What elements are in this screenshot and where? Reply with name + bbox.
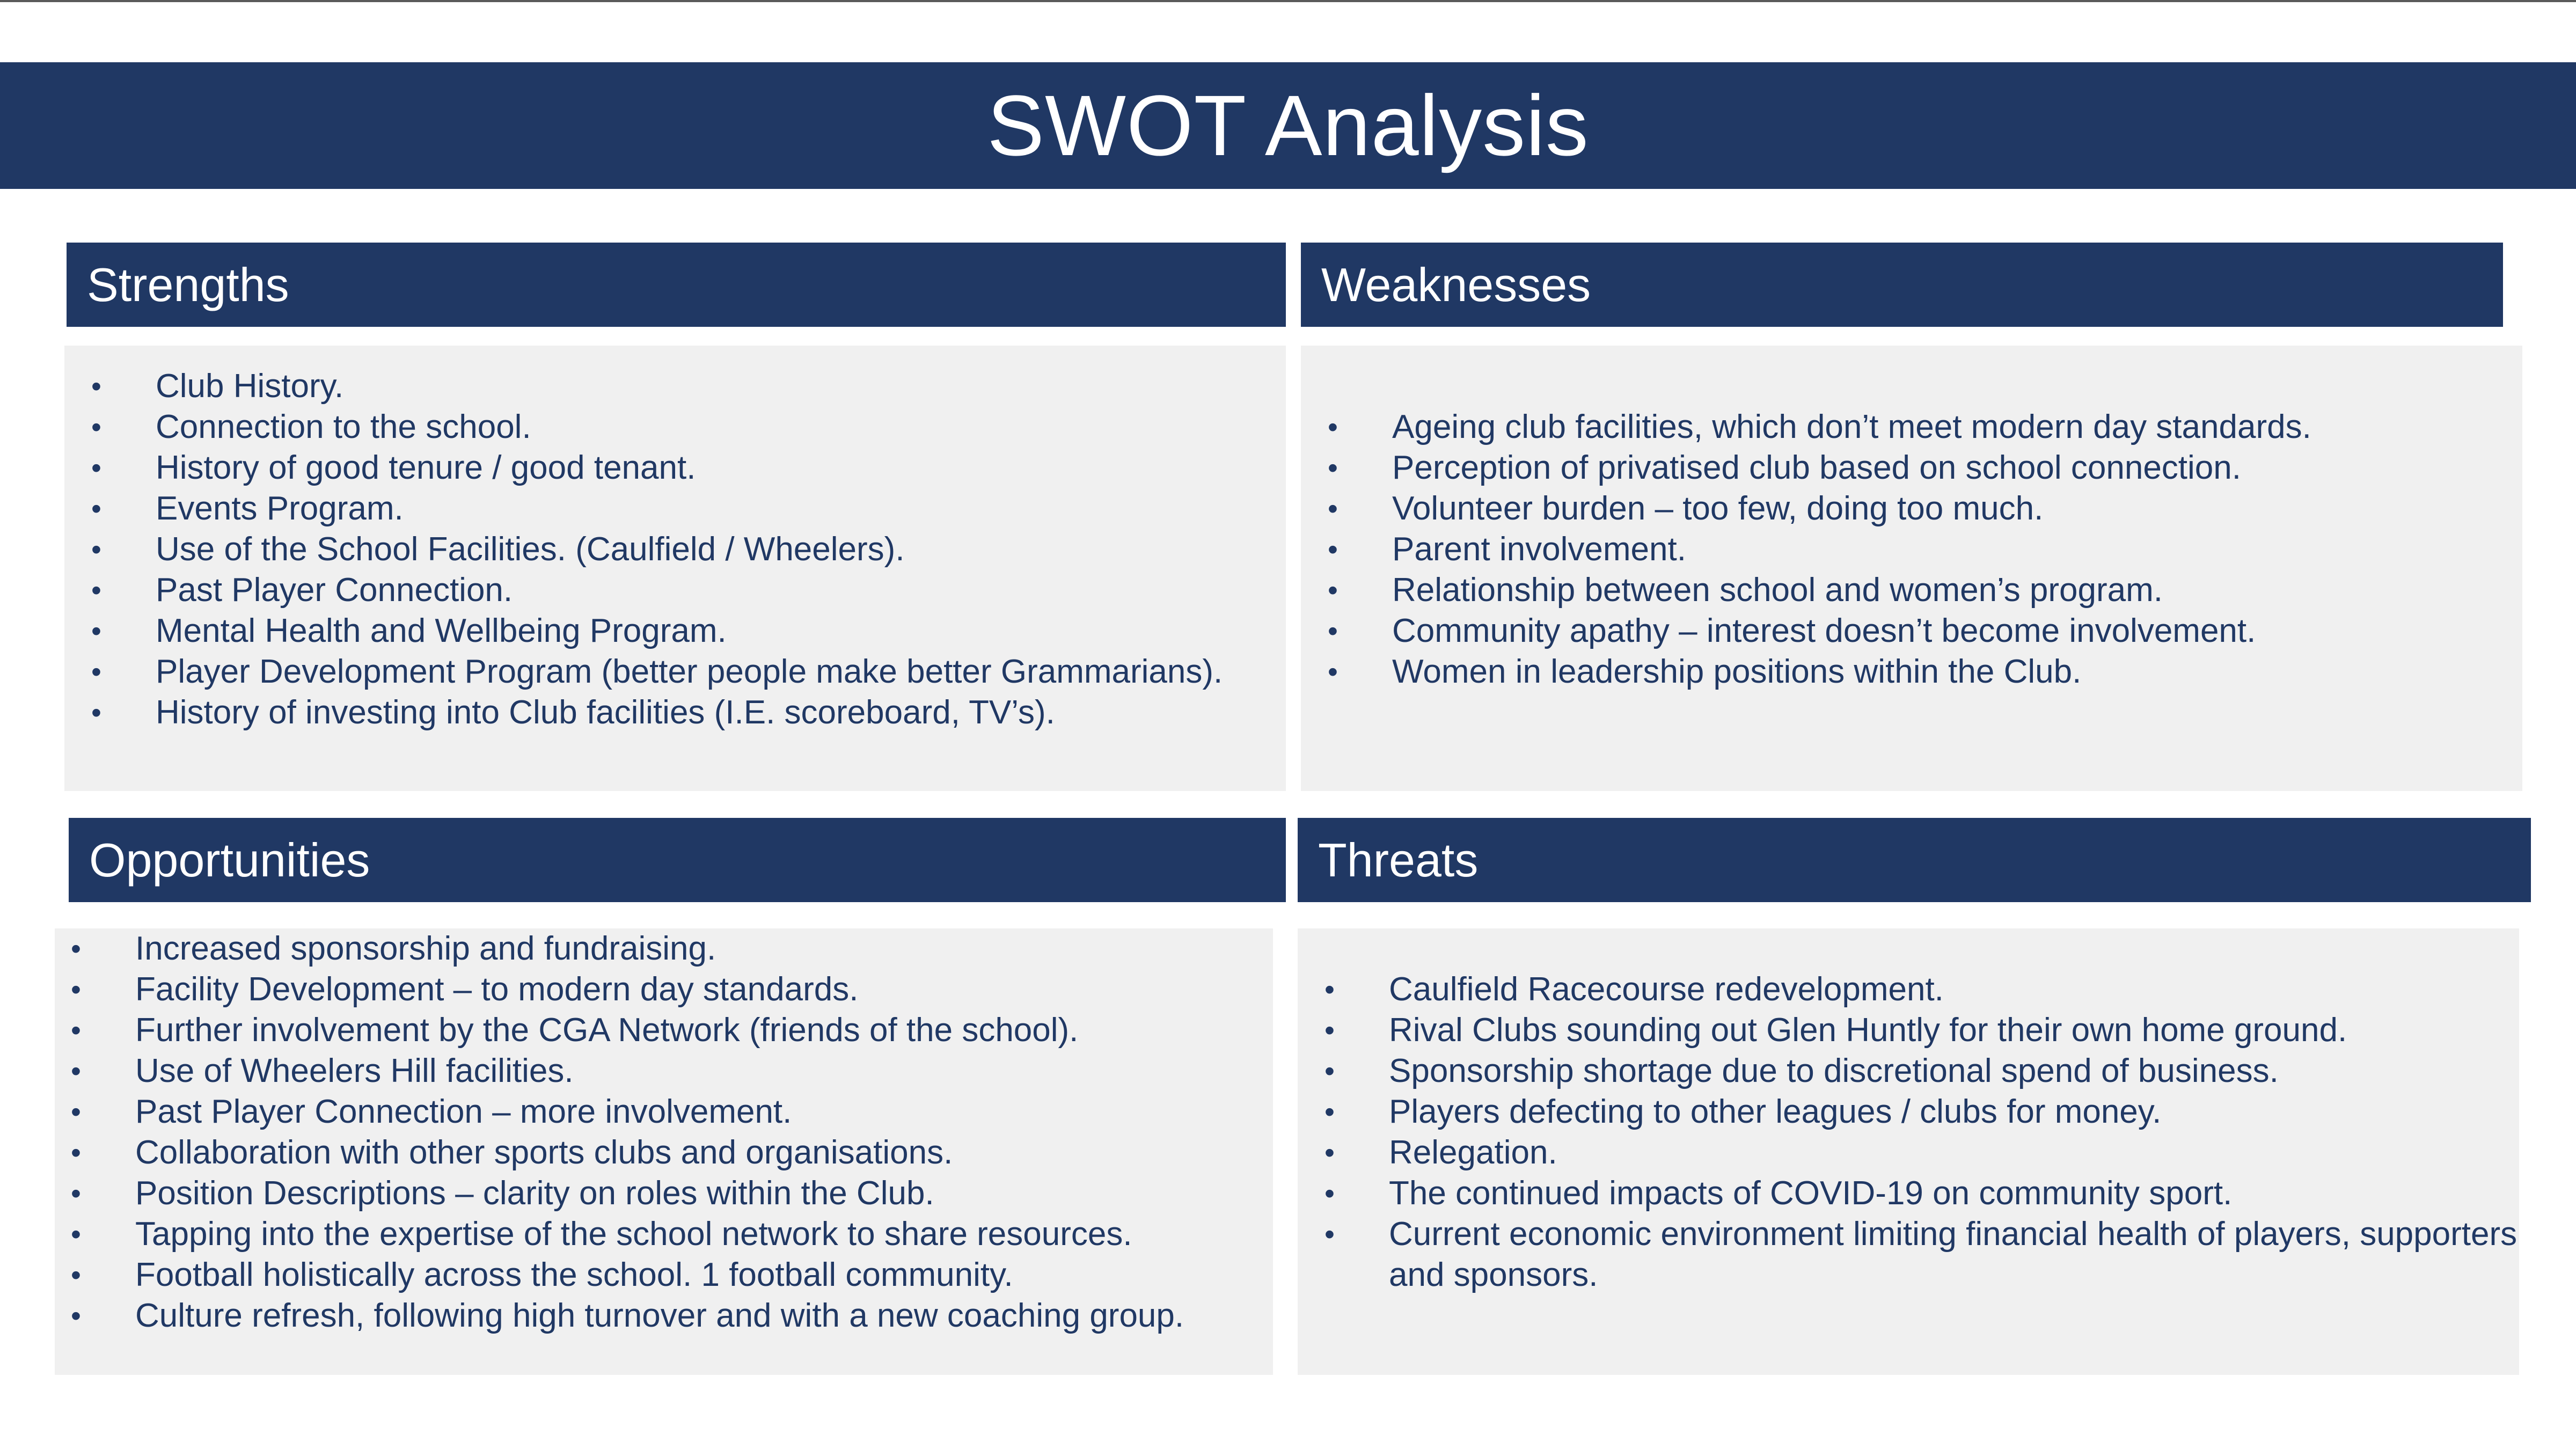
list-item (75, 611, 1286, 652)
list-item (55, 1173, 1273, 1214)
list-item-text: Facility Development – to modern day standards. (135, 971, 859, 1008)
bullet-icon: • (1328, 574, 1338, 606)
top-border-line (0, 0, 2576, 2)
threats-heading: Threats (1318, 833, 1479, 887)
bullet-icon: • (91, 533, 101, 566)
list-item (55, 1296, 1273, 1336)
bullet-icon: • (1328, 452, 1338, 484)
bullet-icon: • (91, 452, 101, 484)
list-item-text: Sponsorship shortage due to discretional spend of business. (1389, 1052, 2279, 1089)
bullet-icon: • (71, 1259, 81, 1291)
weaknesses-heading: Weaknesses (1321, 258, 1591, 311)
bullet-icon: • (1324, 1218, 1335, 1250)
list-item (1308, 1132, 2519, 1173)
bullet-icon: • (91, 697, 101, 729)
strengths-heading: Strengths (87, 258, 289, 311)
bullet-icon: • (1328, 615, 1338, 647)
list-item-text: Position Descriptions – clarity on roles within the Club. (135, 1175, 934, 1212)
list-item-text: Ageing club facilities, which don’t meet modern day standards. (1392, 408, 2311, 445)
list-item-text: Increased sponsorship and fundraising. (135, 930, 716, 967)
bullet-icon: • (91, 574, 101, 606)
list-item (1312, 570, 2522, 611)
list-item-text: Women in leadership positions within the Club. (1392, 653, 2082, 690)
threats-list (1308, 969, 2519, 1296)
bullet-icon: • (71, 1177, 81, 1210)
list-item-text: The continued impacts of COVID-19 on community sport. (1389, 1175, 2233, 1212)
list-item-text: Collaboration with other sports clubs and organisations. (135, 1134, 953, 1171)
opportunities-panel (55, 928, 1273, 1375)
bullet-icon: • (1324, 974, 1335, 1006)
list-item-text: Volunteer burden – too few, doing too much. (1392, 490, 2044, 527)
list-item (1312, 529, 2522, 570)
weaknesses-panel (1301, 346, 2522, 791)
weaknesses-header (1301, 243, 2503, 327)
bullet-icon: • (1328, 533, 1338, 566)
list-item (75, 366, 1286, 407)
threats-panel (1298, 928, 2519, 1375)
list-item (55, 1214, 1273, 1255)
opportunities-heading: Opportunities (89, 833, 370, 887)
list-item (55, 928, 1273, 969)
list-item (75, 448, 1286, 488)
list-item-text: Parent involvement. (1392, 531, 1686, 568)
list-item (75, 692, 1286, 733)
bullet-icon: • (1328, 493, 1338, 525)
list-item (1312, 448, 2522, 488)
list-item (75, 652, 1286, 692)
bullet-icon: • (1324, 1014, 1335, 1046)
list-item-text: Tapping into the expertise of the school network to share resources. (135, 1216, 1132, 1253)
list-item-text: Players defecting to other leagues / clubs for money. (1389, 1093, 2162, 1130)
list-item (55, 1132, 1273, 1173)
list-item-text: Culture refresh, following high turnover and with a new coaching group. (135, 1297, 1184, 1334)
bullet-icon: • (91, 370, 101, 402)
opportunities-list (55, 928, 1273, 1336)
bullet-icon: • (91, 493, 101, 525)
list-item-text: Past Player Connection. (156, 572, 513, 609)
bullet-icon: • (91, 656, 101, 688)
list-item (1308, 1051, 2519, 1092)
bullet-icon: • (1324, 1137, 1335, 1169)
list-item-text: Use of the School Facilities. (Caulfield / Wheelers). (156, 531, 905, 568)
list-item-text: Mental Health and Wellbeing Program. (156, 612, 727, 649)
bullet-icon: • (71, 1096, 81, 1128)
list-item-text: Past Player Connection – more involvement. (135, 1093, 792, 1130)
list-item-text: Football holistically across the school. 1 football community. (135, 1256, 1013, 1293)
list-item (75, 570, 1286, 611)
list-item (1308, 1214, 2519, 1296)
list-item-text: Perception of privatised club based on school connection. (1392, 449, 2241, 486)
list-item-text: Current economic environment limiting financial health of players, supporters and sponsors. (1389, 1216, 2518, 1293)
list-item-text: Player Development Program (better people make better Grammarians). (156, 653, 1223, 690)
list-item (1312, 652, 2522, 692)
bullet-icon: • (71, 974, 81, 1006)
bullet-icon: • (91, 411, 101, 443)
list-item-text: Connection to the school. (156, 408, 531, 445)
strengths-list (75, 366, 1286, 733)
list-item-text: Relegation. (1389, 1134, 1557, 1171)
list-item (1312, 488, 2522, 529)
bullet-icon: • (71, 1014, 81, 1046)
list-item (55, 969, 1273, 1010)
list-item-text: Community apathy – interest doesn’t become involvement. (1392, 612, 2256, 649)
list-item (55, 1010, 1273, 1051)
weaknesses-list (1312, 407, 2522, 692)
title-banner (0, 62, 2576, 189)
list-item (55, 1051, 1273, 1092)
list-item-text: Use of Wheelers Hill facilities. (135, 1052, 574, 1089)
bullet-icon: • (71, 1300, 81, 1332)
bullet-icon: • (71, 933, 81, 965)
bullet-icon: • (71, 1218, 81, 1250)
bullet-icon: • (1328, 656, 1338, 688)
list-item (1312, 407, 2522, 448)
bullet-icon: • (91, 615, 101, 647)
list-item-text: History of investing into Club facilities (I.E. scoreboard, TV’s). (156, 694, 1055, 731)
list-item-text: Club History. (156, 368, 344, 405)
list-item (75, 488, 1286, 529)
list-item (75, 407, 1286, 448)
bullet-icon: • (71, 1137, 81, 1169)
list-item (55, 1092, 1273, 1132)
page-title: SWOT Analysis (987, 77, 1589, 173)
opportunities-header (69, 818, 1286, 902)
bullet-icon: • (1324, 1055, 1335, 1087)
bullet-icon: • (71, 1055, 81, 1087)
threats-header (1298, 818, 2531, 902)
bullet-icon: • (1328, 411, 1338, 443)
list-item-text: History of good tenure / good tenant. (156, 449, 696, 486)
list-item-text: Events Program. (156, 490, 404, 527)
list-item (1308, 1173, 2519, 1214)
list-item (1308, 969, 2519, 1010)
list-item-text: Rival Clubs sounding out Glen Huntly for their own home ground. (1389, 1012, 2347, 1049)
list-item-text: Caulfield Racecourse redevelopment. (1389, 971, 1944, 1008)
bullet-icon: • (1324, 1177, 1335, 1210)
bullet-icon: • (1324, 1096, 1335, 1128)
list-item (1312, 611, 2522, 652)
list-item (1308, 1092, 2519, 1132)
list-item (55, 1255, 1273, 1296)
list-item-text: Further involvement by the CGA Network (friends of the school). (135, 1012, 1079, 1049)
list-item-text: Relationship between school and women’s program. (1392, 572, 2163, 609)
list-item (75, 529, 1286, 570)
list-item (1308, 1010, 2519, 1051)
strengths-header (67, 243, 1286, 327)
strengths-panel (64, 346, 1286, 791)
